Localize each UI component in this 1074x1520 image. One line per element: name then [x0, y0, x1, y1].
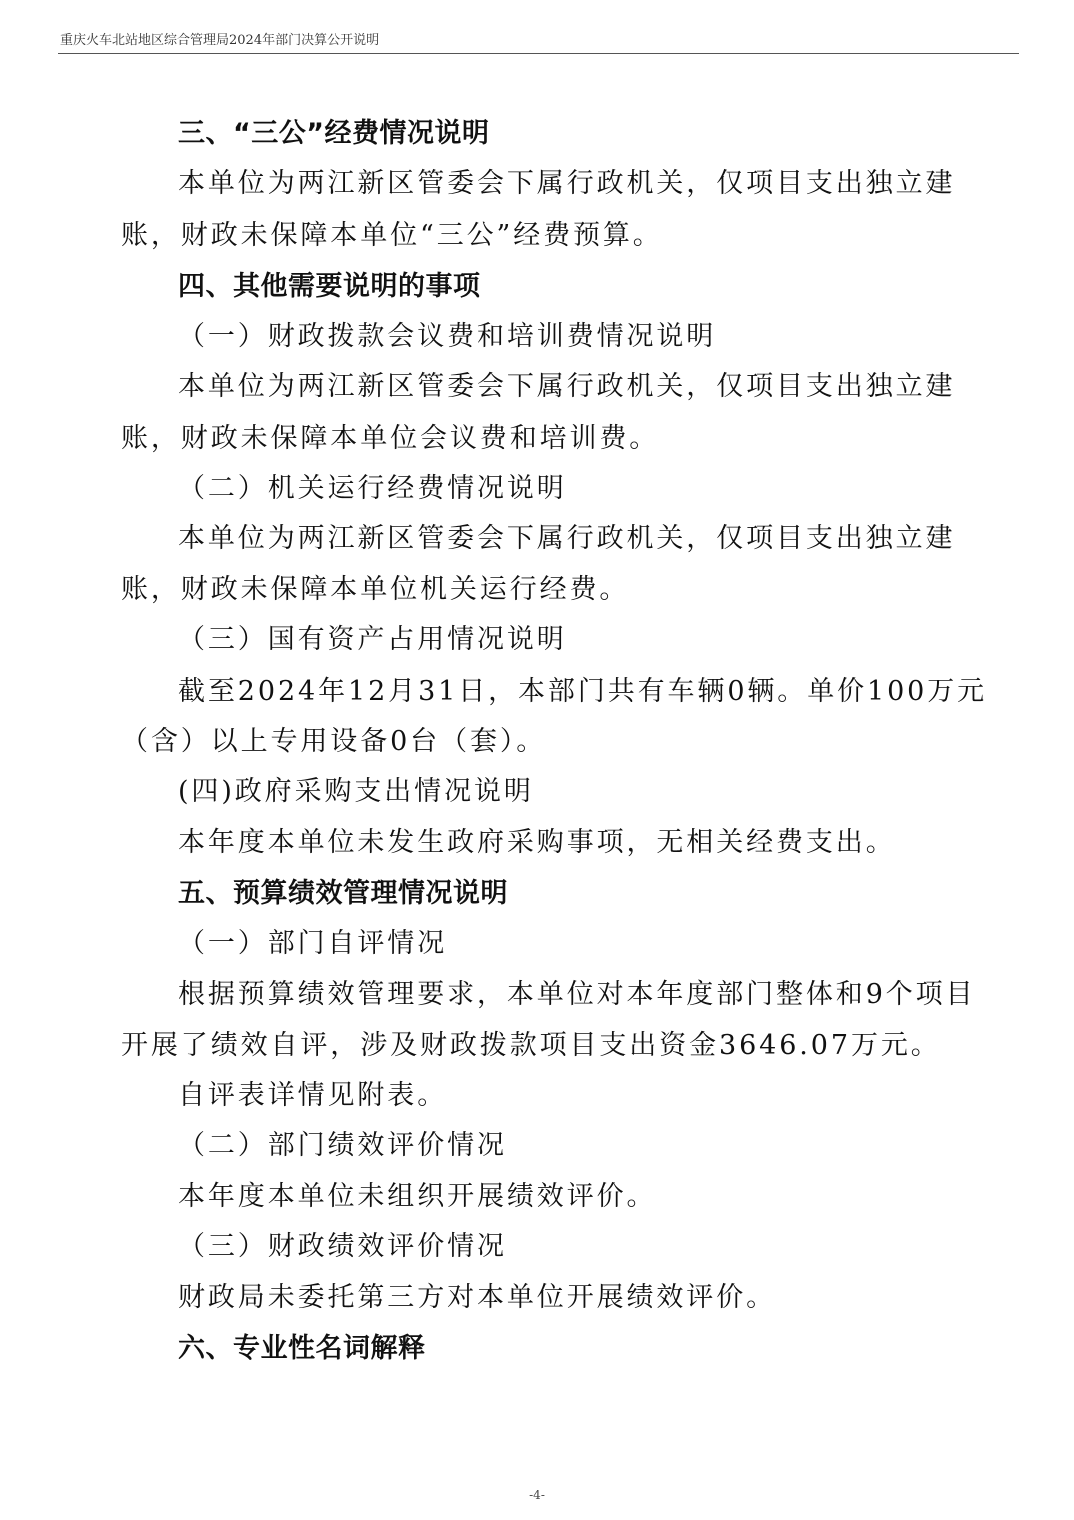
paragraph-line: 本单位为两江新区管委会下属行政机关，仅项目支出独立建: [178, 523, 956, 554]
paragraph-line: 账，财政未保障本单位机关运行经费。: [121, 574, 630, 605]
paragraph-line: 自评表详情见附表。: [178, 1080, 448, 1111]
paragraph-line: 根据预算绩效管理要求，本单位对本年度部门整体和9个项目: [178, 979, 976, 1010]
subheading: （三）国有资产占用情况说明: [178, 624, 567, 655]
header-divider: [58, 53, 1019, 54]
subheading: （二）部门绩效评价情况: [178, 1130, 507, 1161]
paragraph-line: 本年度本单位未组织开展绩效评价。: [178, 1181, 657, 1212]
paragraph-line: （含）以上专用设备0台（套）。: [121, 726, 547, 757]
heading-section-6: 六、专业性名词解释: [178, 1333, 426, 1364]
paragraph-line: 本年度本单位未发生政府采购事项，无相关经费支出。: [178, 827, 896, 858]
paragraph-line: 本单位为两江新区管委会下属行政机关，仅项目支出独立建: [178, 371, 956, 402]
page-number: -4-: [529, 1488, 545, 1502]
paragraph-line: 账，财政未保障本单位“三公”经费预算。: [121, 220, 663, 251]
subheading: （二）机关运行经费情况说明: [178, 473, 567, 504]
paragraph-line: 开展了绩效自评，涉及财政拨款项目支出资金3646.07万元。: [121, 1030, 941, 1061]
paragraph-line: 财政局未委托第三方对本单位开展绩效评价。: [178, 1282, 776, 1313]
heading-section-3: 三、“三公”经费情况说明: [178, 118, 490, 149]
paragraph-line: 账，财政未保障本单位会议费和培训费。: [121, 423, 660, 454]
paragraph-line: 截至2024年12月31日，本部门共有车辆0辆。单价100万元: [178, 676, 988, 707]
paragraph-line: 本单位为两江新区管委会下属行政机关，仅项目支出独立建: [178, 168, 956, 199]
running-header: 重庆火车北站地区综合管理局2024年部门决算公开说明: [60, 33, 380, 48]
subheading: （一）财政拨款会议费和培训费情况说明: [178, 321, 717, 352]
subheading: （三）财政绩效评价情况: [178, 1231, 507, 1262]
heading-section-5: 五、预算绩效管理情况说明: [178, 878, 508, 909]
subheading: (四)政府采购支出情况说明: [178, 776, 534, 807]
heading-section-4: 四、其他需要说明的事项: [178, 271, 481, 302]
subheading: （一）部门自评情况: [178, 928, 448, 959]
